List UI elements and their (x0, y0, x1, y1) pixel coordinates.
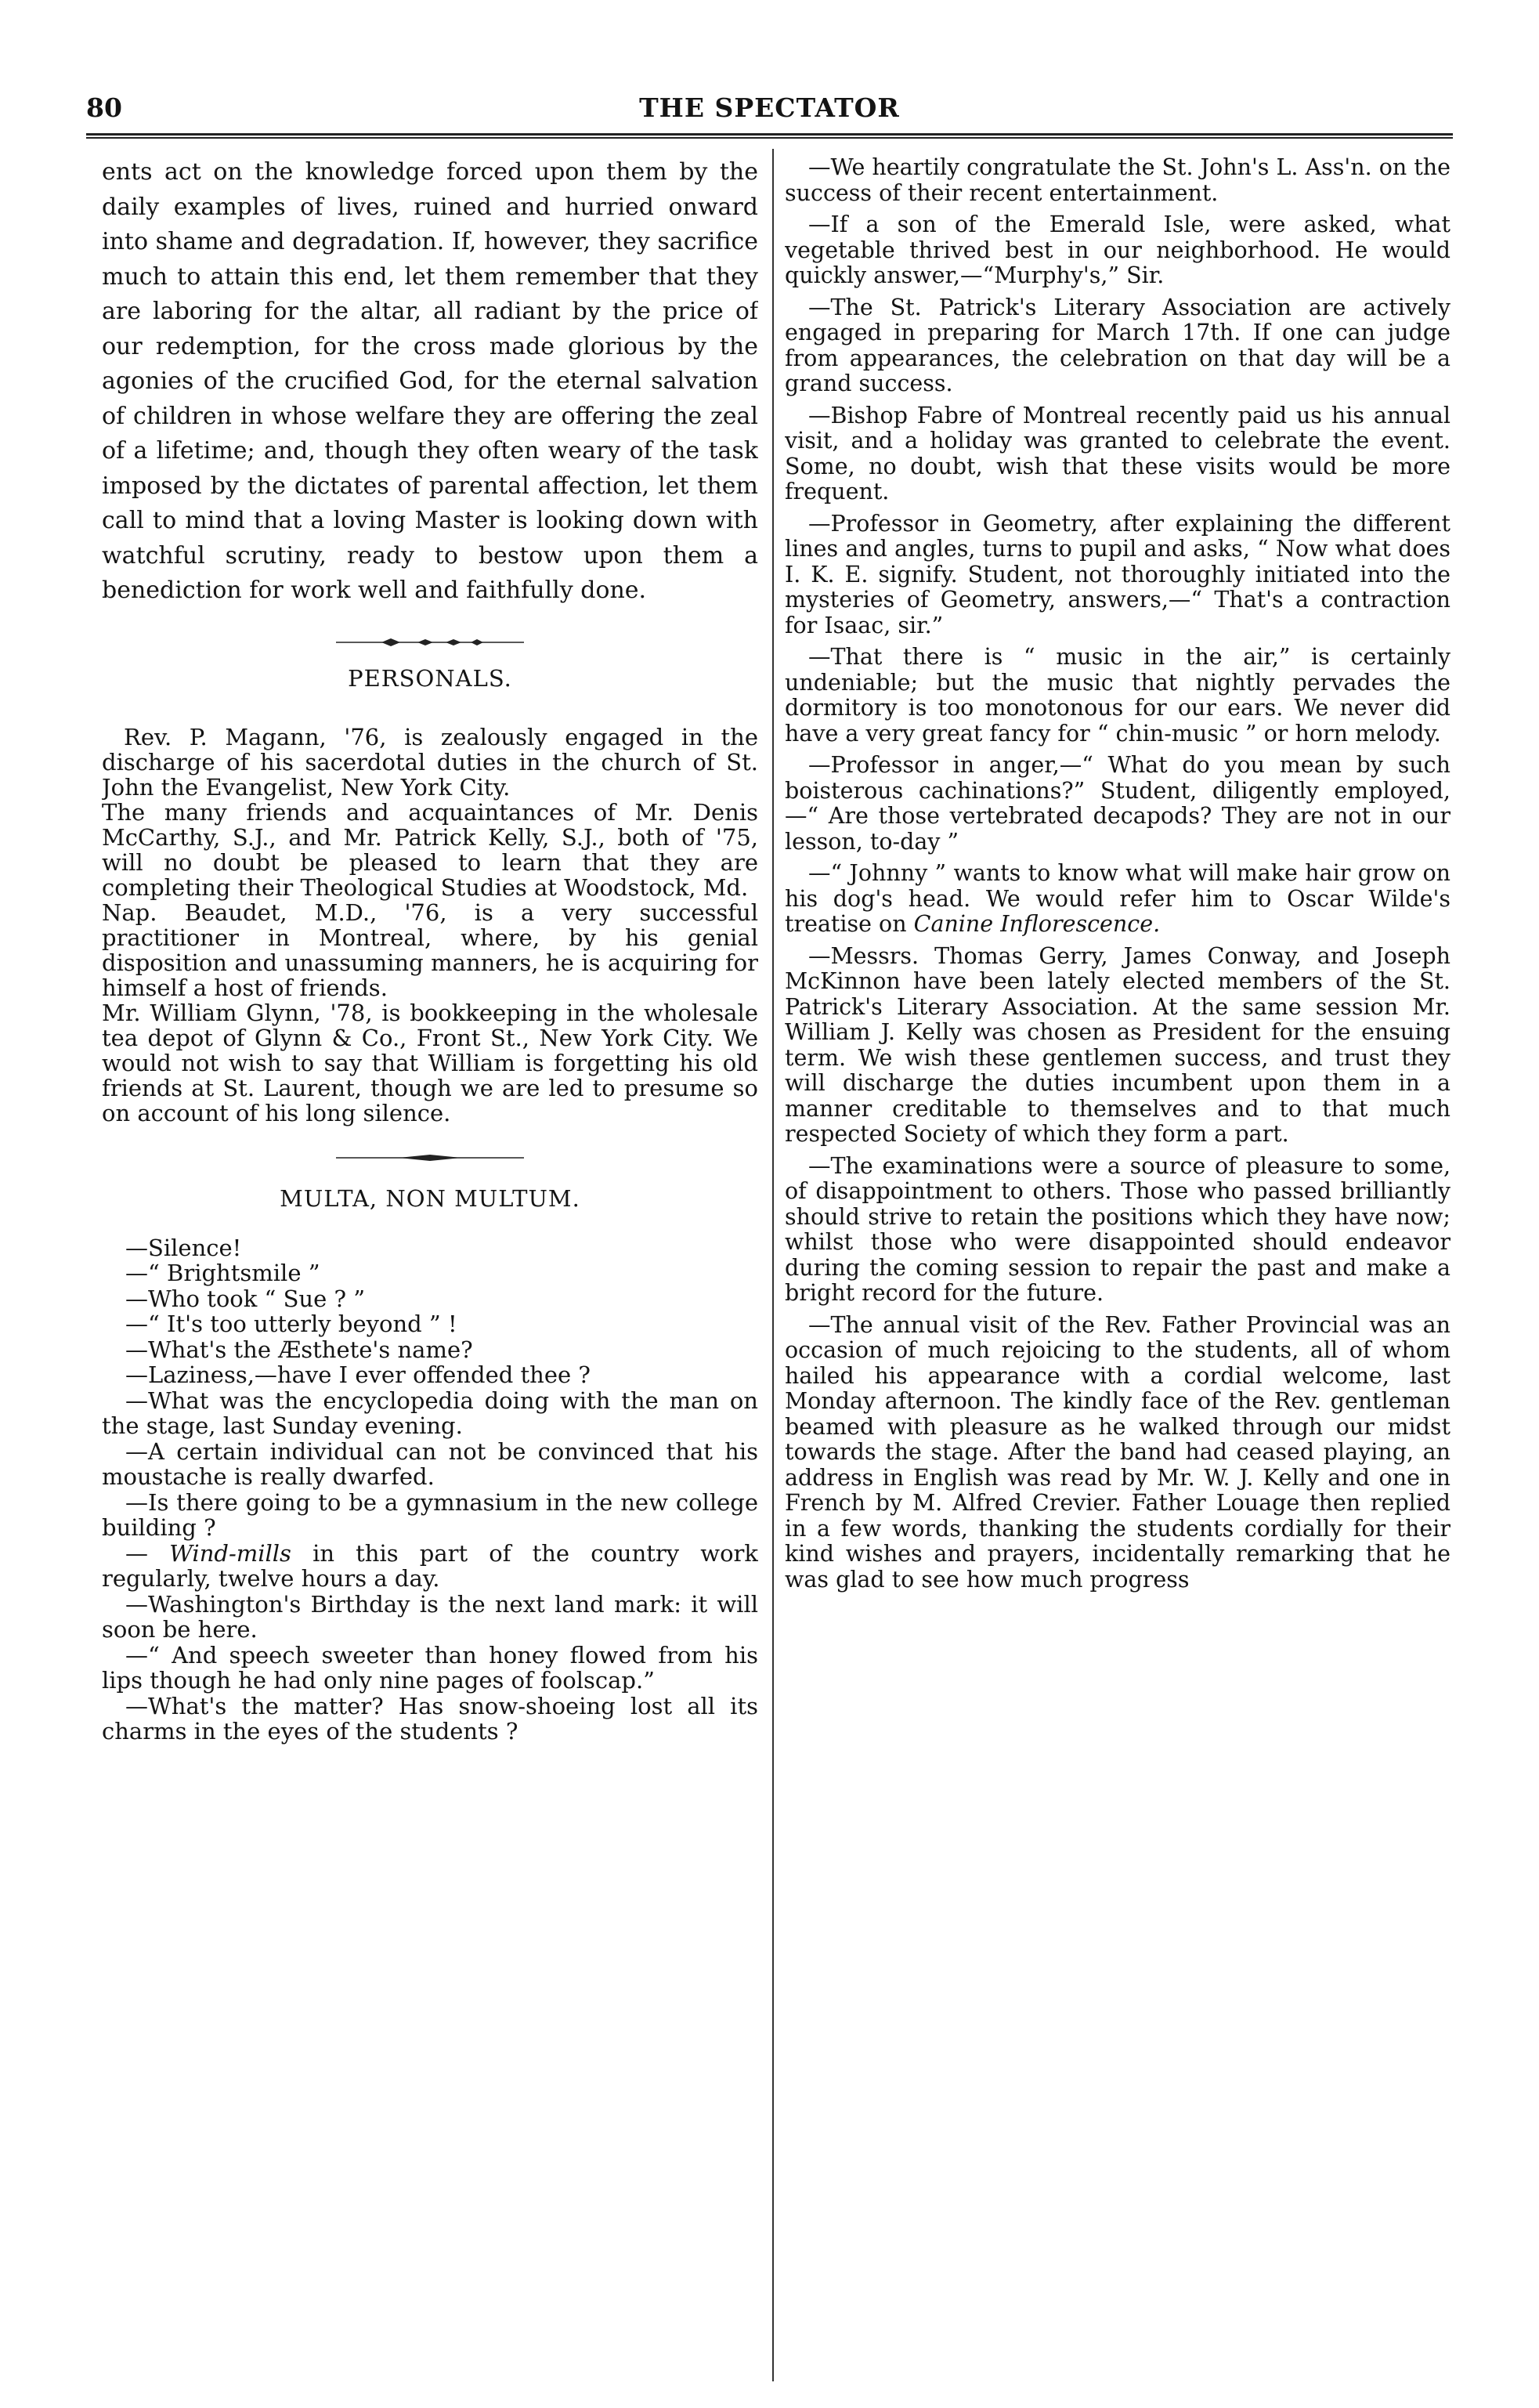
personal-item: Rev. P. Magann, '76, is zealously engaged in the discharge of his sacerdotal duties in the church of St. John the Evangelist, New York City. (102, 723, 758, 801)
lead-paragraph: ents act on the knowledge forced upon them by the daily examples of lives, ruined and hurried onward into shame and degradation. If, however, they sacrifice much to attain this end, let them remember that they are laboring for the altar, all radiant by the price of our redemption, for the cross made glorious by the agonies of the crucified God, for the eternal salvation of children in whose welfare they are offering the zeal of a lifetime; and, though they often weary of the task imposed by the dictates of parental affection, let them call to mind that a loving Master is looking down with watchful scrutiny, ready to bestow upon them a benediction for work well and faithfully done. (102, 158, 758, 604)
local-item: —If a son of the Emerald Isle, were asked, what vegetable thrived best in our neighborhood. He would quickly answer,—“Murphy's,” Sir. (785, 212, 1450, 288)
windmills-dash: — (125, 1539, 170, 1567)
multa-item: —What's the matter? Has snow-shoeing lost all its charms in the eyes of the students ? (102, 1692, 758, 1745)
multa-item: —Is there going to be a gymnasium in the new college building ? (102, 1488, 758, 1541)
johnny-italic: Canine Inflorescence. (913, 911, 1161, 937)
local-item: —Professor in anger,—“ What do you mean by such boisterous cachinations?” Student, diligently employed,—“ Are those vertebrated decapods? They are not in our lesson, to-day ” (785, 752, 1450, 855)
local-item: —The examinations were a source of pleasure to some, of disappointment to others. Those who passed brilliantly should strive to retain the positions which they have now; whilst those who were disappointed should endeavor during the coming session to repair the past and make a bright record for the future. (785, 1152, 1450, 1306)
local-item: —That there is “ music in the air,” is certainly undeniable; but the music that nightly pervades the dormitory is too monotonous for our ears. We never did have a very great fancy for “ chin-music ” or horn melody. (785, 644, 1450, 747)
personal-item: Nap. Beaudet, M.D., '76, is a very successful practitioner in Montreal, where, by his genial disposition and unassuming manners, he is acquiring for himself a host of friends. (102, 898, 758, 1001)
page-header (86, 86, 1453, 133)
multa-item: —What's the Æsthete's name? (125, 1336, 473, 1363)
right-column (785, 155, 1450, 2388)
windmills-italic: Wind-mills (169, 1539, 291, 1567)
local-item: —Professor in Geometry, after explaining the different lines and angles, turns to pupil and asks, “ Now what does I. K. E. signify. Student, not thoroughly initiated into the mysteries of Geometry, answers,—“ That's a contraction for Isaac, sir.” (785, 510, 1450, 638)
multa-list (102, 1235, 758, 1745)
local-item: —The St. Patrick's Literary Association are actively engaged in preparing for March 17th. If one can judge from appearances, the celebration on that day will be a grand success. (785, 294, 1450, 396)
multa-item: —A certain individual can not be convinced that his moustache is really dwarfed. (102, 1437, 758, 1490)
personal-item: The many friends and acquaintances of Mr. Denis McCarthy, S.J., and Mr. Patrick Kelly, S.J., both of '75, will no doubt be pleased to learn that they are completing their Theological Studies at Woodstock, Md. (102, 798, 758, 901)
multa-item: —“ It's too utterly beyond ” ! (125, 1311, 457, 1337)
personals-list (102, 725, 758, 1126)
local-item: —We heartily congratulate the St. John's L. Ass'n. on the success of their recent entertainment. (785, 155, 1450, 206)
windmills-rest: in this part of the country work regularly, twelve hours a day. (102, 1539, 758, 1592)
johnny-text: —“ Johnny ” wants to know what will make hair grow on his dog's head. We would refer him to Oscar Wilde's treatise on (785, 860, 1450, 937)
multa-item: —What was the encyclopedia doing with the man on the stage, last Sunday evening. (102, 1387, 758, 1439)
multa-item: —Laziness,—have I ever offended thee ? (125, 1361, 591, 1388)
left-column (102, 155, 758, 2388)
personal-item: Mr. William Glynn, '78, is bookkeeping in the wholesale tea depot of Glynn & Co., Front St., New York City. We would not wish to say that William is forgetting his old friends at St. Laurent, though we are led to presume so on account of his long silence. (102, 999, 758, 1126)
multa-item-windmills (102, 1541, 758, 1592)
local-item: —Messrs. Thomas Gerry, James Conway, and Joseph McKinnon have been lately elected members of the St. Patrick's Literary Association. At the same session Mr. William J. Kelly was chosen as President for the ensuing term. We wish these gentlemen success, and trust they will discharge the duties incumbent upon them in a manner creditable to themselves and to that much respected Society of which they form a part. (785, 942, 1450, 1147)
local-item-johnny (785, 861, 1450, 938)
personals-heading: PERSONALS. (348, 664, 512, 692)
local-item: —Bishop Fabre of Montreal recently paid us his annual visit, and a holiday was granted to celebrate the event. Some, no doubt, wish that these visits would be more frequent. (785, 402, 1450, 504)
header-rule (86, 133, 1453, 139)
section-ornament (336, 1154, 524, 1162)
multa-item: —“ Brightsmile ” (125, 1260, 320, 1286)
page-number: 80 (86, 92, 122, 123)
multa-item: —Silence! (125, 1234, 242, 1261)
multa-item: —Who took “ Sue ? ” (125, 1285, 366, 1312)
column-divider (772, 149, 774, 2381)
multa-heading: MULTA, NON MULTUM. (280, 1184, 580, 1212)
multa-item: —Washington's Birthday is the next land mark: it will soon be here. (102, 1590, 758, 1643)
local-item: —The annual visit of the Rev. Father Provincial was an occasion of much rejoicing to the students, all of whom hailed his appearance with a cordial welcome, last Monday afternoon. The kindly face of the Rev. gentleman beamed with pleasure as he walked through our midst towards the stage. After the band had ceased playing, an address in English was read by Mr. W. J. Kelly and one in French by M. Alfred Crevier. Father Louage then replied in a few words, thanking the students cordially for their kind wishes and prayers, incidentally remarking that he was glad to see how much progress (785, 1311, 1450, 1593)
masthead-title: THE SPECTATOR (639, 92, 900, 123)
multa-item: —“ And speech sweeter than honey flowed from his lips though he had only nine pages of foolscap.” (102, 1641, 758, 1694)
section-ornament (336, 637, 524, 648)
